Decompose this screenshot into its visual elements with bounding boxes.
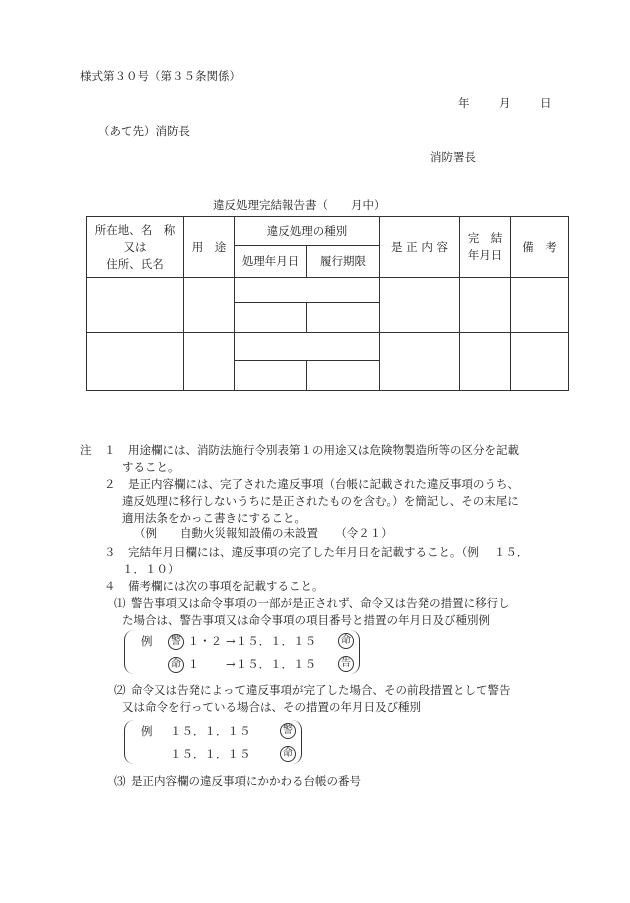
cell-type-top-1[interactable] [235, 278, 380, 303]
accusation-seal-icon: 告 [338, 656, 354, 672]
form-number: 様式第３０号（第３５条関係） [80, 69, 241, 83]
sub3-number: ⑶ [114, 774, 126, 788]
example2-label: 例 [141, 724, 153, 738]
order-seal-icon: 命 [280, 746, 296, 762]
date-day: 日 [540, 96, 552, 110]
cell-correction-1[interactable] [380, 278, 460, 333]
cell-deadline-1[interactable] [307, 303, 380, 333]
notes-label: 注 [80, 443, 92, 457]
header-process-date: 処理年月日 [235, 246, 307, 278]
header-location-line1: 所在地、名 称 [94, 222, 176, 237]
sub2-line2: 又は命令を行っている場合は、その措置の年月日及び種別 [122, 700, 421, 714]
cell-remarks-1[interactable] [511, 278, 569, 333]
example1-row2 [168, 656, 199, 673]
note1-number: １ [104, 443, 116, 457]
note4-number: ４ [104, 579, 116, 593]
order-seal-icon: 命 [168, 657, 184, 673]
note1-line1: 用途欄には、消防法施行令別表第１の用途又は危険物製造所等の区分を記載 [128, 443, 519, 457]
header-correction: 是 正 内 容 [380, 217, 460, 278]
note2-line2: 違反処理に移行しないうちに是正されたものを含む。）を簡記し、その末尾に [122, 494, 519, 508]
example2-row1-end [280, 723, 296, 739]
cell-location-1[interactable] [87, 278, 184, 333]
header-completion [460, 217, 511, 278]
note2-number: ２ [104, 477, 116, 491]
cell-completion-2[interactable] [460, 333, 511, 391]
header-completion-line2: 年月日 [467, 248, 503, 262]
sub2-number: ⑵ [114, 683, 126, 697]
header-location [87, 217, 184, 278]
cell-use-2[interactable] [184, 333, 235, 391]
sub1-line2: た場合は、警告事項又は命令事項の項目番号と措置の年月日及び種別例 [122, 613, 490, 627]
note3-number: ３ [104, 545, 116, 559]
example1-row1-date: →１５．１．１５ [226, 634, 317, 648]
issuer: 消防署長 [430, 150, 476, 164]
sub3-line1: 是正内容欄の違反事項にかかわる台帳の番号 [131, 774, 361, 788]
date-month: 月 [499, 96, 511, 110]
header-violation-type: 違反処理の種別 [235, 217, 380, 246]
example1-row2-item: １ [187, 657, 200, 671]
example1-row2-end [338, 656, 354, 672]
header-completion-line1: 完 結 [467, 231, 503, 245]
example1-row1-end [338, 633, 354, 649]
header-deadline: 履行期限 [307, 246, 380, 278]
header-remarks: 備 考 [511, 217, 569, 278]
cell-location-2[interactable] [87, 333, 184, 391]
report-table [86, 216, 569, 391]
note3-line1: 完結年月日欄には、違反事項の完了した年月日を記載すること。（例 １５． [128, 545, 529, 559]
date-year: 年 [458, 96, 470, 110]
header-location-line2: 又は [123, 239, 147, 254]
example1-row1-item: １・２ [187, 634, 223, 648]
order-seal-icon: 命 [338, 633, 354, 649]
note2-line1: 是正内容欄には、完了された違反事項（台帳に記載された違反事項のうち、 [128, 477, 519, 491]
example2-row2-date: １５．１．１５ [170, 747, 251, 761]
note4-line1: 備考欄には次の事項を記載すること。 [128, 579, 324, 593]
header-location-line3: 住所、氏名 [106, 256, 164, 271]
example1-row2-date: →１５．１．１５ [226, 657, 317, 671]
example1-row1 [168, 633, 222, 650]
warning-seal-icon: 警 [280, 723, 296, 739]
warning-seal-icon: 警 [168, 634, 184, 650]
note1-line2: すること。 [122, 460, 180, 474]
document-title: 違反処理完結報告書（ 月中） [213, 198, 386, 212]
cell-remarks-2[interactable] [511, 333, 569, 391]
note3-line2: １．１０） [122, 562, 180, 576]
header-use: 用 途 [184, 217, 235, 278]
cell-process-date-1[interactable] [235, 303, 307, 333]
example2-row1-date: １５．１．１５ [170, 724, 251, 738]
cell-type-top-2[interactable] [235, 333, 380, 361]
example1-label: 例 [141, 634, 153, 648]
sub2-line1: 命令又は告発によって違反事項が完了した場合、その前段措置として警告 [131, 683, 511, 697]
addressee: （あて先）消防長 [98, 124, 190, 138]
note2-line3: 適用法条をかっこ書きにすること。 [122, 511, 306, 525]
sub1-line1: 警告事項又は命令事項の一部が是正されず、命令又は告発の措置に移行し [131, 596, 510, 610]
cell-completion-1[interactable] [460, 278, 511, 333]
sub1-number: ⑴ [114, 596, 126, 610]
cell-correction-2[interactable] [380, 333, 460, 391]
example2-row2-end [280, 746, 296, 762]
cell-process-date-2[interactable] [235, 361, 307, 391]
note2-example: （例 自動火災報知設備の未設置 （令２１） [134, 526, 393, 540]
cell-use-1[interactable] [184, 278, 235, 333]
cell-deadline-2[interactable] [307, 361, 380, 391]
